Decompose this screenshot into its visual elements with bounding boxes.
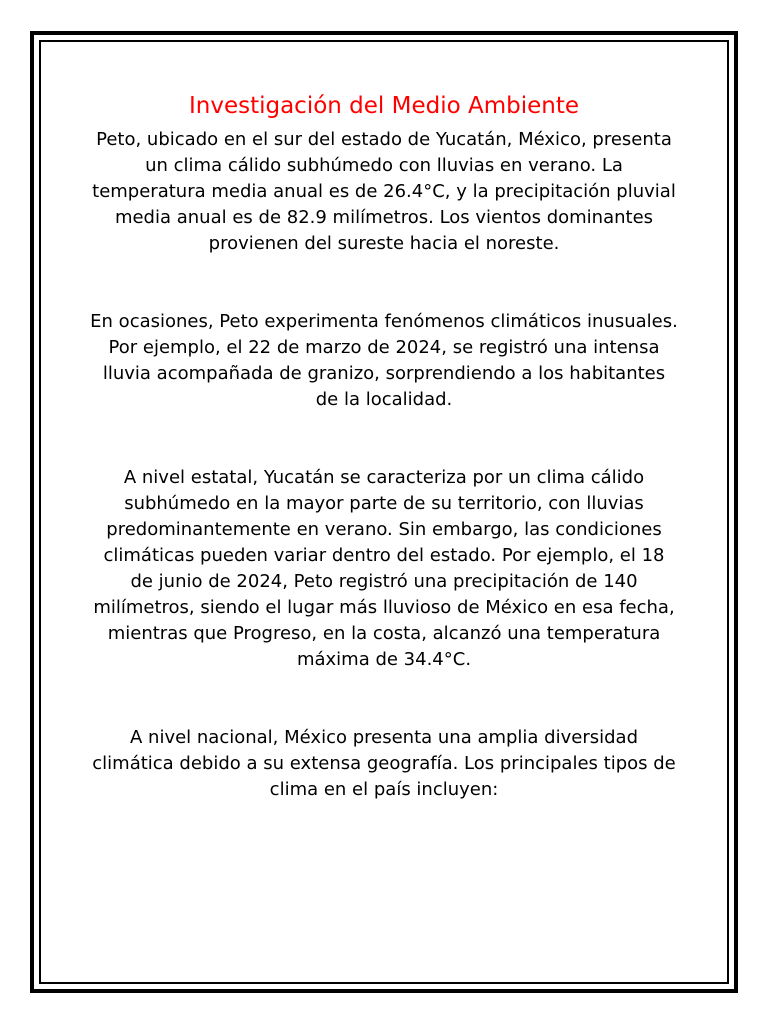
paragraph-unusual-phenomena: En ocasiones, Peto experimenta fenómenos climáticos inusuales. Por ejemplo, el 22 de marzo de 2024, se registró una intensa lluvia acompañada de granizo, sorprendiendo a los habitantes de la localidad. — [90, 311, 678, 410]
paragraph-state-level: A nivel estatal, Yucatán se caracteriza por un clima cálido subhúmedo en la mayor parte de su territorio, con lluvias predominantemente en verano. Sin embargo, las condiciones climáticas pueden variar dentro del estado. Por ejemplo, el 18 de junio de 2024, Peto registró una precipitación de 140 milímetros, siendo el lugar más lluvioso de México en esa fecha, mientras que Progreso, en la costa, alcanzó una temperatura máxima de 34.4°C. — [93, 467, 675, 670]
paragraph-peto-climate: Peto, ubicado en el sur del estado de Yucatán, México, presenta un clima cálido subhúmedo con lluvias en verano. La temperatura media anual es de 26.4°C, y la precipitación pluvial media anual es de 82.9 milímetros. Los vientos dominantes provienen del sureste hacia el noreste. — [92, 129, 676, 254]
document-title: Investigación del Medio Ambiente — [188, 93, 580, 119]
paragraph-national-level: A nivel nacional, México presenta una amplia diversidad climática debido a su extensa geografía. Los principales tipos de clima en el país incluyen: — [92, 727, 676, 800]
document-body — [90, 90, 678, 803]
